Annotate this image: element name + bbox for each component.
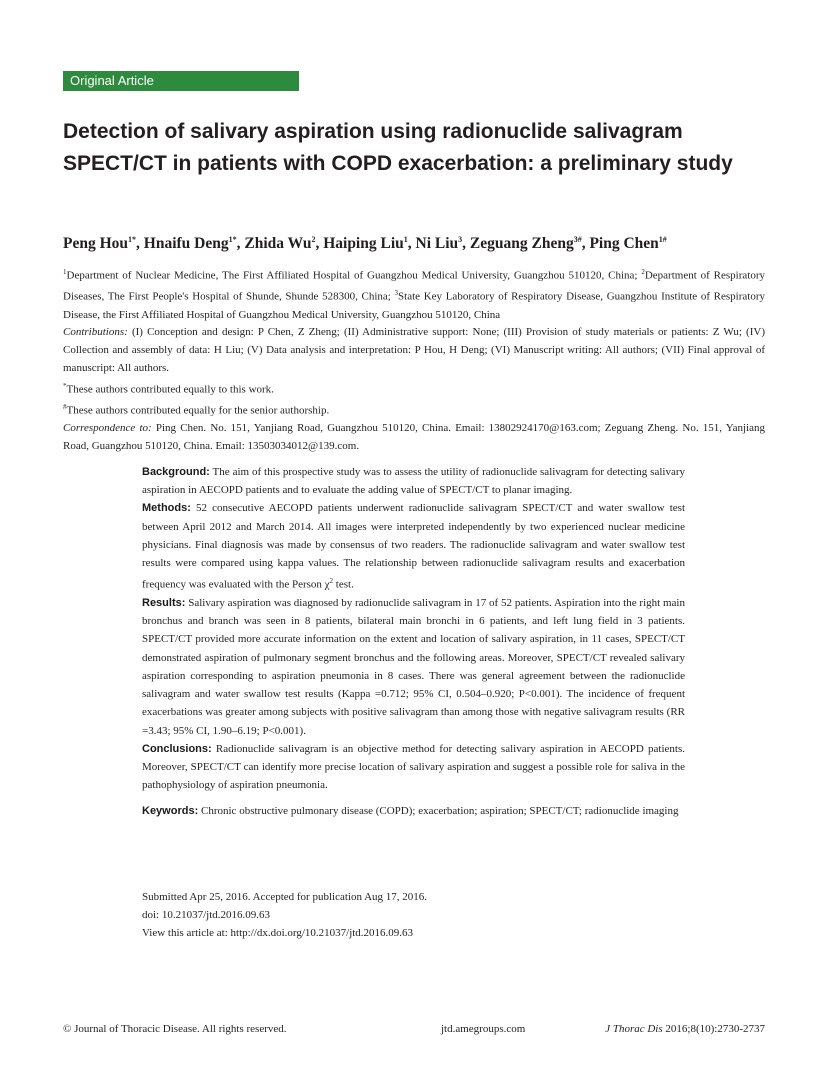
abstract-block [142,463,685,821]
author-name: Ping Chen [589,235,659,253]
affiliation-2: Department of Respiratory Diseases, The First People's Hospital of Shunde, Shunde 528300, China; [63,269,766,304]
author-affiliation-marker: 1 [403,235,408,244]
methods-text-end: test. [333,578,354,591]
affiliation-3: State Key Laboratory of Respiratory Disease, Guangzhou Institute of Respiratory Disease, the First Affiliated Hospital of Guangzhou Medical University, Guangzhou 510120, China [63,291,765,321]
senior-note-text: These authors contributed equally for the senior authorship. [66,404,330,417]
conclusions-heading: Conclusions: [142,742,212,755]
author-name: Ni Liu [415,235,459,253]
article-title: Detection of salivary aspiration using radionuclide salivagram SPECT/CT in patients with COPD exacerbation: a preliminary study [63,120,733,175]
citation-details: 2016;8(10):2730-2737 [662,1023,765,1035]
author-affiliation-marker: 2 [311,235,316,244]
correspondence-label: Correspondence to: [63,422,152,435]
affiliation-marker: 2 [641,268,645,276]
affiliation-marker: 3 [394,289,399,298]
publication-info [142,888,642,943]
abstract-keywords [142,802,685,820]
journal-citation [605,1020,765,1038]
author-affiliation-marker: 1* [228,235,237,244]
contributions-label: Contributions: [63,326,128,339]
affiliations-block [63,264,765,456]
abstract-conclusions [142,740,685,795]
author-name: Hnaifu Deng [143,235,229,253]
senior-authorship-note [63,399,765,420]
abstract-methods [142,499,685,594]
contributions [63,324,765,377]
keywords-heading: Keywords: [142,805,199,818]
equal-note-marker: * [63,381,67,390]
page-footer [63,1020,765,1038]
abstract-background [142,463,685,499]
journal-name: J Thorac Dis [605,1023,663,1035]
methods-heading: Methods: [142,502,191,515]
abstract-results [142,594,685,740]
background-heading: Background: [142,466,210,478]
author-list: Peng Hou$^{1*}$, Hnaifu Deng$^{1*}$, Zhida Wu$^2$, Haiping Liu$^1$, Ni Liu$^3$, Zeguang Zheng$^{3\#}$, Ping Chen$^{1\#}$ [63,235,667,253]
equal-contribution-note [63,378,765,399]
author-name: Zhida Wu [244,235,312,253]
journal-website[interactable]: jtd.amegroups.com [441,1023,526,1035]
contributions-text: (I) Conception and design: P Chen, Z Zheng; (II) Administrative support: None; (III) Provision of study materials or patients: Z Wu; (IV) Collection and assembly of data: H Liu; (V) Data analysis and interpretation: P Hou, H Deng; (VI) Manuscript writing: All authors; (VII) Final approval of manuscript: All authors. [63,326,765,374]
article-url[interactable]: View this article at: http://dx.doi.org/10.21037/jtd.2016.09.63 [142,927,414,940]
author-affiliation-marker: 1# [658,235,667,244]
conclusions-text: Radionuclide salivagram is an objective method for detecting salivary aspiration in AECOPD patients. Moreover, SPECT/CT can identify more precise location of salivary aspiration and suggest a possible role for saliva in the pathophysiology of aspiration pneumonia. [142,742,685,792]
background-text: The aim of this prospective study was to assess the utility of radionuclide salivagram for detecting salivary aspiration in AECOPD patients and to evaluate the adding value of SPECT/CT to planar imaging. [142,466,685,497]
affiliation-lines [63,264,765,324]
keywords-text: Chronic obstructive pulmonary disease (COPD); exacerbation; aspiration; SPECT/CT; radionuclide imaging [198,805,679,818]
copyright-notice: © Journal of Thoracic Disease. All rights reserved. [63,1023,287,1035]
author-name: Zeguang Zheng [469,235,574,253]
author-affiliation-marker: 3# [573,235,582,244]
chi-square-superscript: 2 [329,577,334,586]
affiliation-1: Department of Nuclear Medicine, The First Affiliated Hospital of Guangzhou Medical University, Guangzhou 510120, China; [66,269,642,282]
results-text: Salivary aspiration was diagnosed by radionuclide salivagram in 17 of 52 patients. Aspiration into the right main bronchus and branch was seen in 8 patients, bilateral main bronchi in 6 patients, and left lung field in 3 patients. SPECT/CT provided more accurate information on the extent and location of salivary aspiration, in 11 cases, SPECT/CT demonstrated aspiration of pulmonary segment bronchus and the following areas. Moreover, SPECT/CT revealed salivary aspiration corresponding to aspiration pneumonia in 8 cases. There was general agreement between the radionuclide salivagram and water swallow test results (Kappa =0.712; 95% CI, 0.504–0.920; P<0.001). The incidence of frequent exacerbations was greater among subjects with positive salivagram than among those with negative salivagram results (RR =3.43; 95% CI, 1.90–6.19; P<0.001). [142,597,685,737]
author-name: Haiping Liu [323,235,404,253]
methods-text: 52 consecutive AECOPD patients underwent radionuclide salivagram SPECT/CT and water swallow test between April 2012 and March 2014. All images were interpreted independently by two experienced nuclear medicine physicians. Final diagnosis was made by consensus of two readers. The radionuclide salivagram and water swallow test results were compared using kappa values. The relationship between radionuclide salivagram results and exacerbation frequency was evaluated with the Person χ [142,502,685,591]
senior-note-marker: # [63,402,67,411]
author-affiliation-marker: 1* [128,235,137,244]
affiliation-marker: 1 [63,268,67,276]
results-heading: Results: [142,597,186,610]
submission-dates: Submitted Apr 25, 2016. Accepted for publication Aug 17, 2016. [142,891,428,903]
author-affiliation-marker: 3 [458,235,463,244]
doi: doi: 10.21037/jtd.2016.09.63 [142,909,271,922]
article-type-badge: Original Article [63,71,299,91]
equal-note-text: These authors contributed equally to this work. [66,383,274,396]
correspondence-text: Ping Chen. No. 151, Yanjiang Road, Guangzhou 510120, China. Email: 13802924170@163.com; Zeguang Zheng. No. 151, Yanjiang Road, Guangzhou 510120, China. Email: 13503034012@139.com. [63,422,765,452]
author-name: Peng Hou [63,235,129,253]
correspondence [63,420,765,455]
